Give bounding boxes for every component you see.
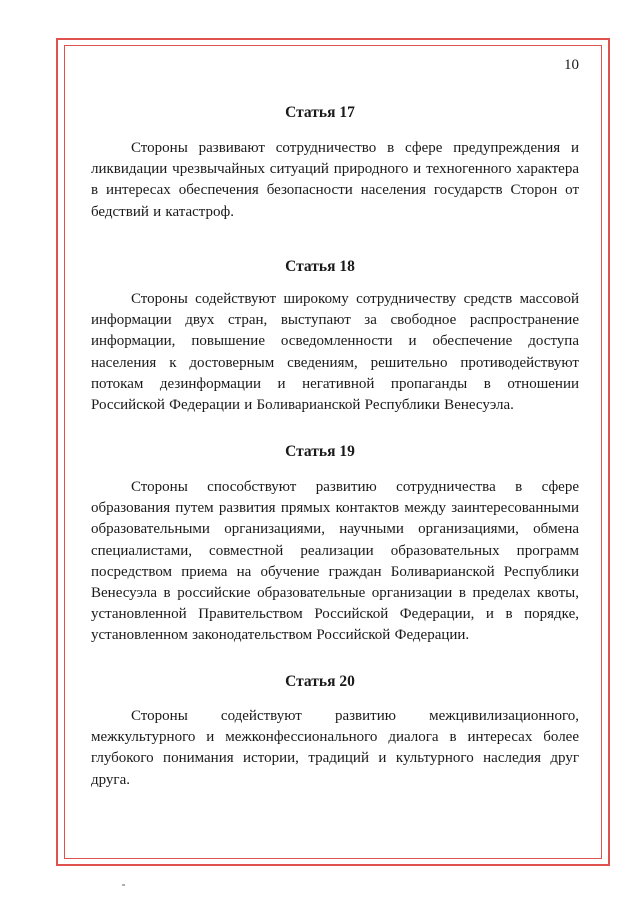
article-17-text: Стороны развивают сотрудничество в сфере предупреждения и ликвидации чрезвычайных ситуаций природного и техногенного характера в интересах обеспечения безопасности населения государств Сторон от бедствий и катастроф. — [91, 140, 579, 220]
article-19-title: Статья 19 — [285, 443, 355, 460]
scan-artifact — [122, 884, 125, 886]
article-20-title: Статья 20 — [285, 673, 355, 690]
page-number: 10 — [564, 57, 579, 73]
article-19-text: Стороны способствуют развитию сотрудничества в сфере образования путем развития прямых контактов между заинтересованными образовательными организациями, научными организациями, обмена специалистами, совместной реализации образовательных программ посредством приема на обучение граждан Боливарианской Республики Венесуэла в российские образовательные организации в пределах квоты, установленной Правительством Российской Федерации, и в порядке, установленном законодательством Российской Федерации. — [91, 479, 579, 644]
article-18-title: Статья 18 — [285, 258, 355, 275]
article-17-title: Статья 17 — [285, 104, 355, 121]
article-18-text: Стороны содействуют широкому сотрудничеству средств массовой информации двух стран, выступают за свободное распространение информации, повышение осведомленности и обеспечение доступа населения к достоверным сведениям, решительно противодействуют потокам дезинформации и негативной пропаганды в отношении Российской Федерации и Боливарианской Республики Венесуэла. — [91, 291, 579, 414]
article-20-text: Стороны содействуют развитию межцивилизационного, межкультурного и межконфессионального диалога в интересах более глубокого понимания истории, традиций и культурного наследия друг друга. — [91, 708, 579, 788]
